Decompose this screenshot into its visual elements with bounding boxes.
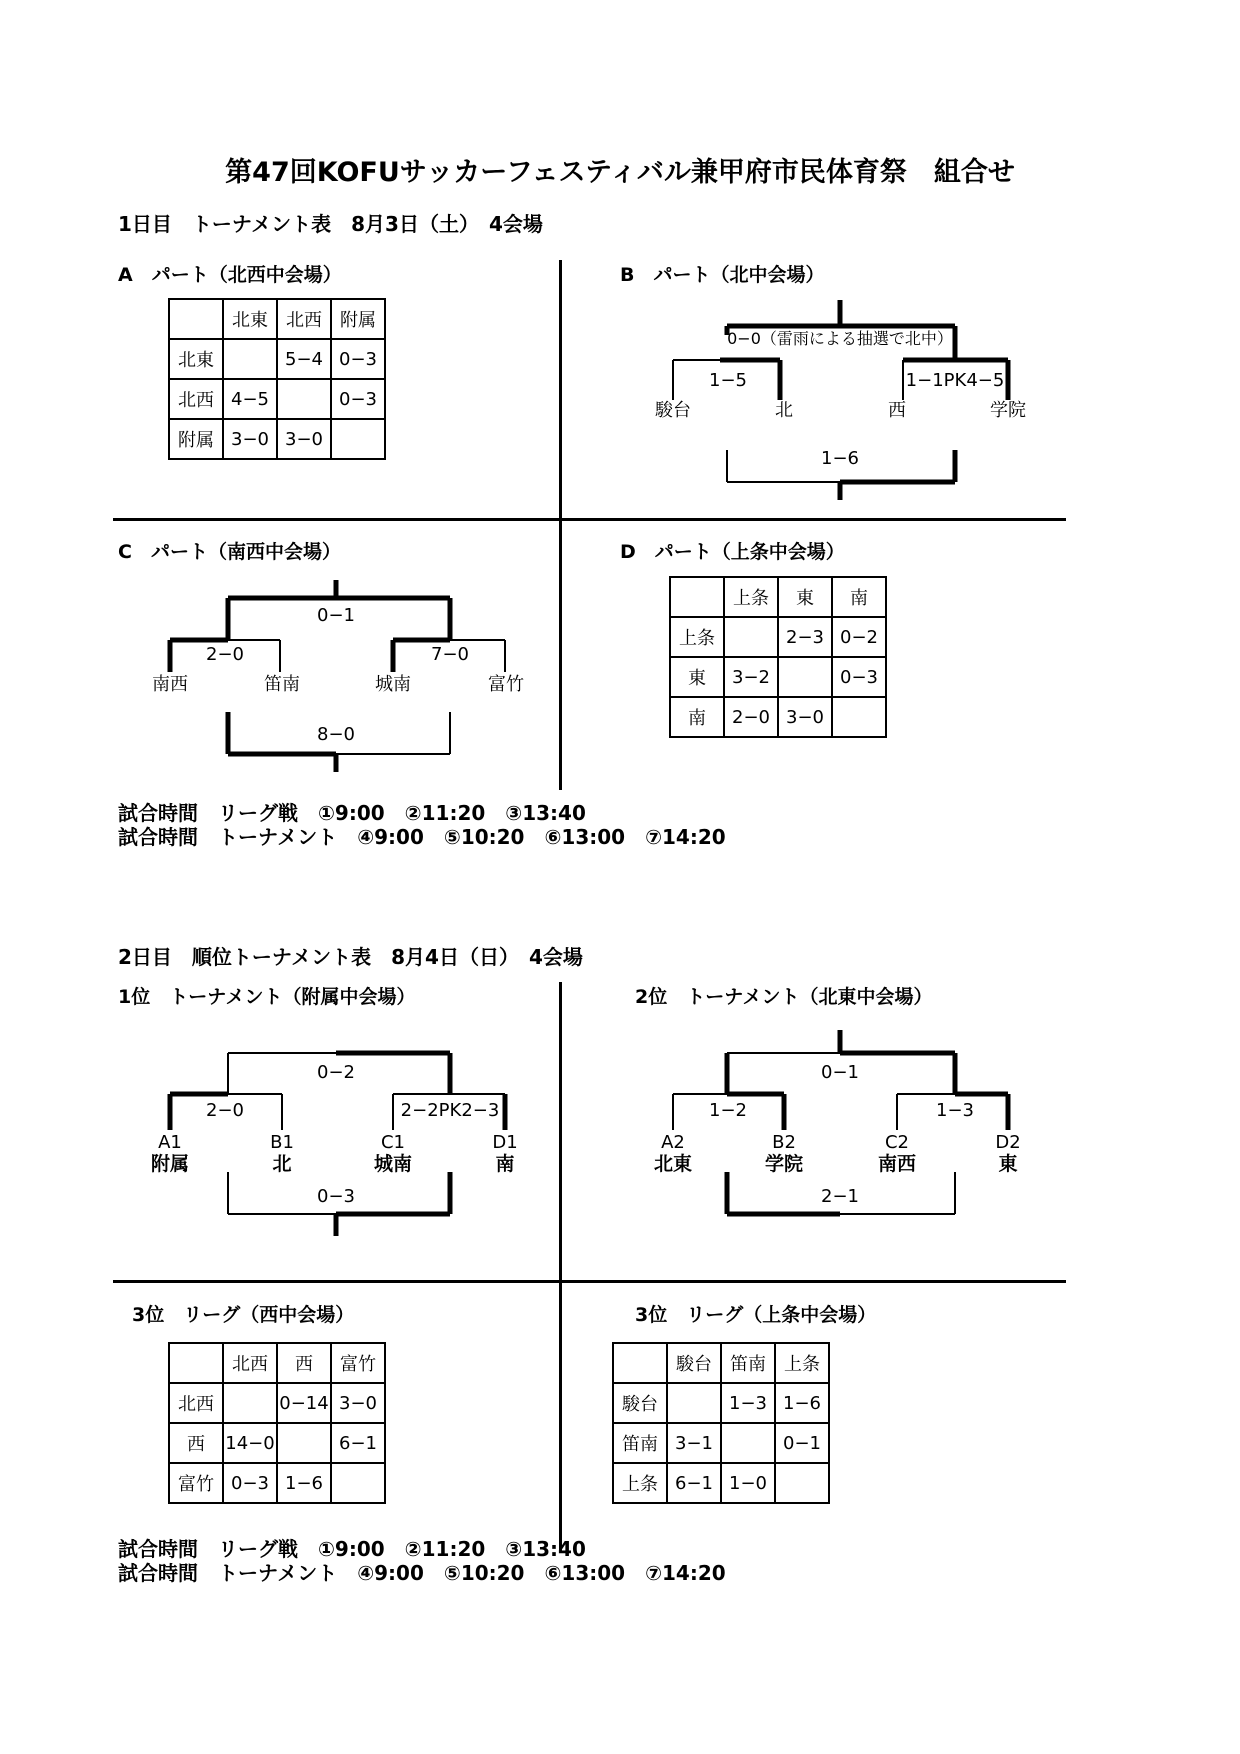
f-team: 南 (495, 1153, 515, 1175)
c-team: 南西 (152, 674, 188, 695)
c-semi-right-score: 7−0 (431, 644, 469, 665)
s-seed: B2 (772, 1132, 796, 1153)
third-kamijo-col: 笛南 (721, 1343, 775, 1383)
first-place-label: 1位 トーナメント（附属中会場） (118, 986, 416, 1008)
part-a-row-team: 北西 (169, 379, 223, 419)
third-west-cell (277, 1423, 331, 1463)
third-kamijo-cell (667, 1383, 721, 1423)
part-d-row-team: 東 (670, 657, 724, 697)
c-third-score: 8−0 (317, 724, 355, 745)
part-a-row-team: 附属 (169, 419, 223, 459)
f-seed: A1 (158, 1132, 182, 1153)
third-kamijo-cell: 0−1 (775, 1423, 829, 1463)
b-team: 西 (888, 400, 906, 421)
day2-heading: 2日目 順位トーナメント表 8月4日（日） 4会場 (118, 945, 583, 969)
third-kamijo-cell: 1−0 (721, 1463, 775, 1503)
part-a-cell: 5−4 (277, 339, 331, 379)
b-final-score: 0−0（雷雨による抽選で北中） (727, 329, 953, 348)
part-d-cell: 3−0 (778, 697, 832, 737)
f-seed: C1 (380, 1132, 406, 1153)
s-final-score: 0−1 (821, 1062, 859, 1083)
third-kamijo-cell: 1−3 (721, 1383, 775, 1423)
part-d-col: 南 (832, 577, 886, 617)
third-kamijo-cell (775, 1463, 829, 1503)
page-title: 第47回KOFUサッカーフェスティバル兼甲府市民体育祭 組合せ (225, 157, 1015, 188)
third-west-cell (331, 1463, 385, 1503)
part-a-cell: 0−3 (331, 379, 385, 419)
part-a-col: 北東 (223, 299, 277, 339)
third-kamijo-label: 3位 リーグ（上条中会場） (635, 1304, 877, 1326)
day2-tournament-times: 試合時間 トーナメント ④9:00 ⑤10:20 ⑥13:00 ⑦14:20 (118, 1561, 726, 1585)
c-team: 富竹 (488, 674, 524, 695)
second-place-label: 2位 トーナメント（北東中会場） (635, 986, 933, 1008)
c-team: 城南 (375, 674, 411, 695)
third-west-col: 西 (277, 1343, 331, 1383)
part-d-col: 上条 (724, 577, 778, 617)
f-team: 附属 (150, 1153, 190, 1175)
part-a-cell: 3−0 (223, 419, 277, 459)
third-west-corner (169, 1343, 223, 1383)
third-west-cell: 14−0 (223, 1423, 277, 1463)
part-a-cell: 0−3 (331, 339, 385, 379)
f-semi-right-score: 2−2PK2−3 (400, 1100, 500, 1121)
f-semi-left-score: 2−0 (206, 1100, 244, 1121)
third-west-label: 3位 リーグ（西中会場） (132, 1304, 355, 1326)
s-team: 南西 (877, 1153, 917, 1175)
s-seed: D2 (995, 1132, 1021, 1153)
third-west-cell: 1−6 (277, 1463, 331, 1503)
c-final-score: 0−1 (317, 605, 355, 626)
third-west-col: 北西 (223, 1343, 277, 1383)
third-west-cell: 0−14 (277, 1383, 331, 1423)
day2-league-times: 試合時間 リーグ戦 ①9:00 ②11:20 ③13:40 (118, 1537, 586, 1561)
third-west-cell: 0−3 (223, 1463, 277, 1503)
f-final-score: 0−2 (317, 1062, 355, 1083)
b-team: 駿台 (655, 400, 691, 421)
part-d-cell: 2−3 (778, 617, 832, 657)
part-a-label: A パート（北西中会場） (118, 264, 342, 286)
part-d-row-team: 南 (670, 697, 724, 737)
third-kamijo-col: 上条 (775, 1343, 829, 1383)
third-west-cell: 3−0 (331, 1383, 385, 1423)
third-west-row-team: 北西 (169, 1383, 223, 1423)
part-a-cell: 3−0 (277, 419, 331, 459)
c-semi-left-score: 2−0 (206, 644, 244, 665)
b-semi-left-score: 1−5 (709, 370, 747, 391)
b-third-score: 1−6 (821, 448, 859, 469)
day1-heading: 1日目 トーナメント表 8月3日（土） 4会場 (118, 212, 543, 236)
third-kamijo-corner (613, 1343, 667, 1383)
part-d-label: D パート（上条中会場） (620, 541, 845, 563)
f-seed: B1 (270, 1132, 294, 1153)
f-third-score: 0−3 (317, 1186, 355, 1207)
third-kamijo-row-team: 上条 (613, 1463, 667, 1503)
third-kamijo-cell (721, 1423, 775, 1463)
day1-league-times: 試合時間 リーグ戦 ①9:00 ②11:20 ③13:40 (118, 801, 586, 825)
b-team: 学院 (990, 400, 1026, 421)
part-d-row-team: 上条 (670, 617, 724, 657)
c-team: 笛南 (264, 674, 300, 695)
third-west-col: 富竹 (331, 1343, 385, 1383)
s-seed: A2 (661, 1132, 685, 1153)
third-kamijo-col: 駿台 (667, 1343, 721, 1383)
part-d-cell: 0−2 (832, 617, 886, 657)
s-seed: C2 (884, 1132, 910, 1153)
part-d-col: 東 (778, 577, 832, 617)
part-d-cell: 3−2 (724, 657, 778, 697)
s-team: 東 (998, 1153, 1018, 1175)
s-semi-left-score: 1−2 (709, 1100, 747, 1121)
third-kamijo-cell: 6−1 (667, 1463, 721, 1503)
part-c-label: C パート（南西中会場） (118, 541, 341, 563)
third-kamijo-cell: 3−1 (667, 1423, 721, 1463)
b-team: 北 (775, 400, 793, 421)
part-d-cell: 2−0 (724, 697, 778, 737)
f-seed: D1 (492, 1132, 518, 1153)
third-west-table (168, 1342, 386, 1504)
part-a-col: 附属 (331, 299, 385, 339)
part-b-label: B パート（北中会場） (620, 264, 825, 286)
part-a-row-team: 北東 (169, 339, 223, 379)
s-team: 学院 (764, 1153, 804, 1175)
part-a-cell: 4−5 (223, 379, 277, 419)
s-team: 北東 (653, 1153, 693, 1175)
third-kamijo-row-team: 笛南 (613, 1423, 667, 1463)
third-west-cell: 6−1 (331, 1423, 385, 1463)
part-a-col: 北西 (277, 299, 331, 339)
third-kamijo-table (612, 1342, 830, 1504)
third-west-row-team: 西 (169, 1423, 223, 1463)
part-d-cell: 0−3 (832, 657, 886, 697)
f-team: 北 (272, 1153, 292, 1175)
s-third-score: 2−1 (821, 1186, 859, 1207)
day1-tournament-times: 試合時間 トーナメント ④9:00 ⑤10:20 ⑥13:00 ⑦14:20 (118, 825, 726, 849)
third-west-row-team: 富竹 (169, 1463, 223, 1503)
third-west-cell (223, 1383, 277, 1423)
s-semi-right-score: 1−3 (936, 1100, 974, 1121)
b-semi-right-score: 1−1PK4−5 (905, 370, 1005, 391)
third-kamijo-row-team: 駿台 (613, 1383, 667, 1423)
f-team: 城南 (373, 1153, 413, 1175)
third-kamijo-cell: 1−6 (775, 1383, 829, 1423)
